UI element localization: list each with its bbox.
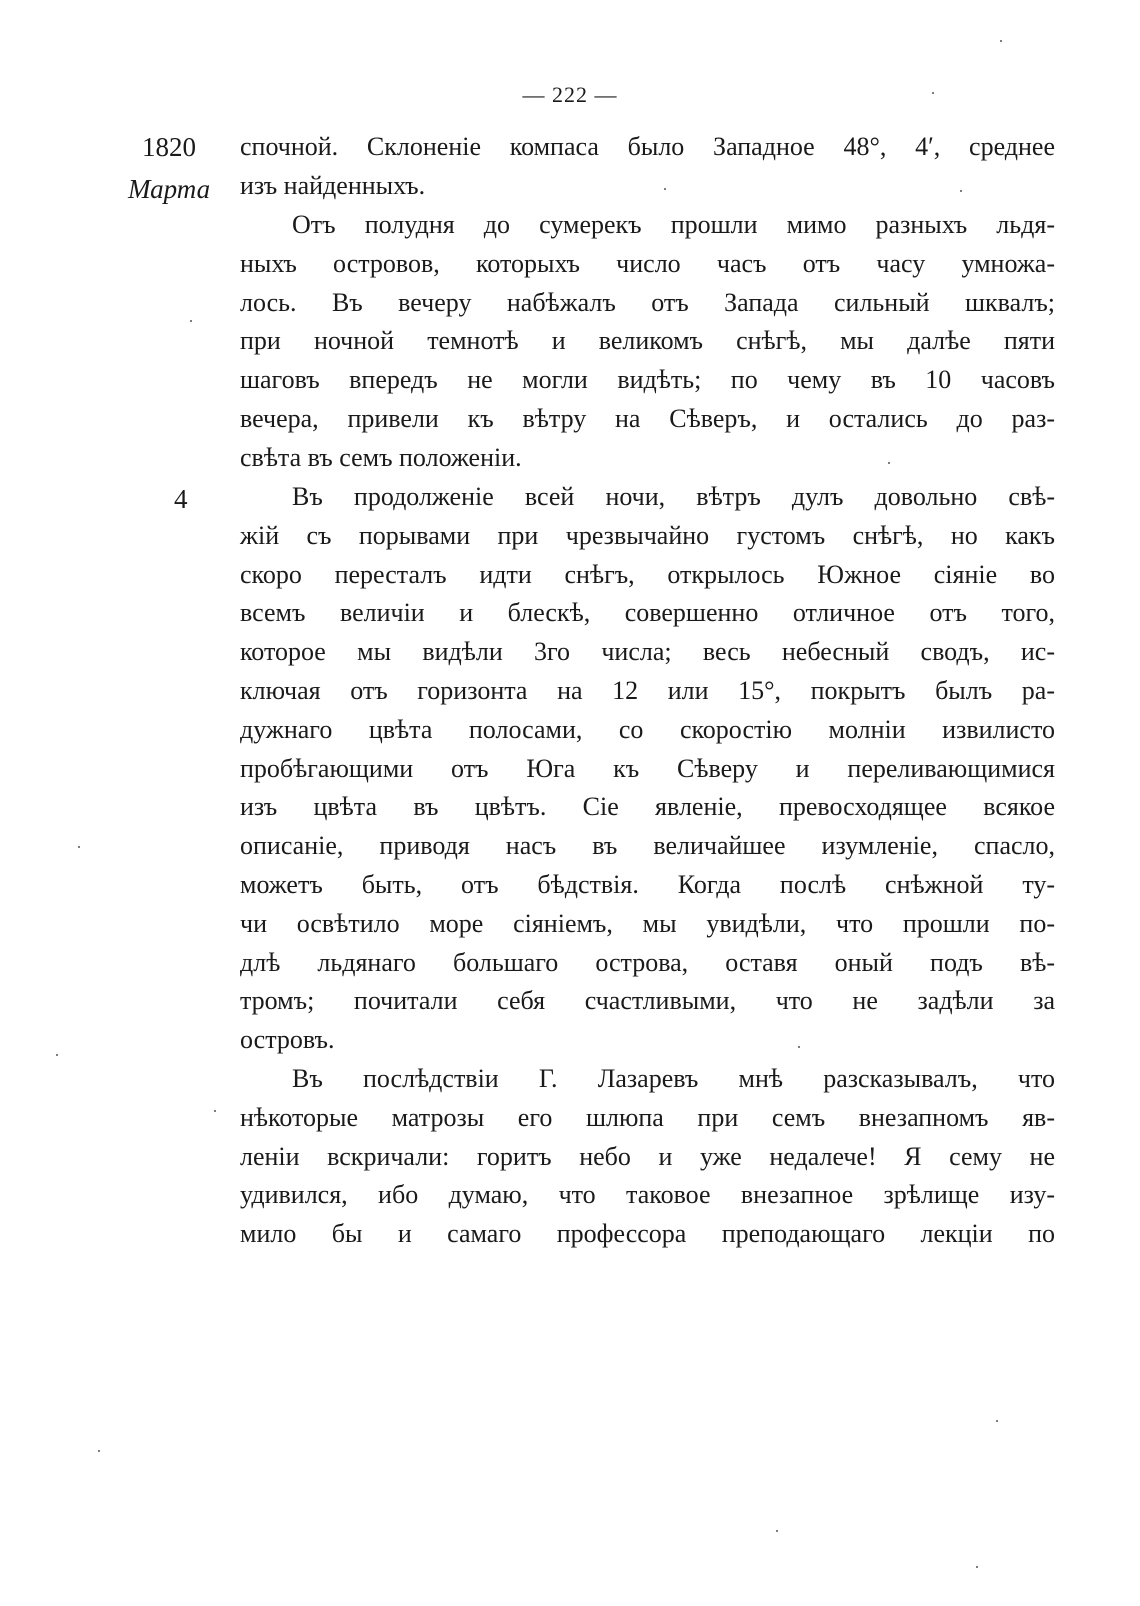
text-line: ныхъ островов, которыхъ число часъ отъ часу умножа- (240, 248, 1055, 278)
text-line: вечера, привели къ вѣтру на Сѣверъ, и остались до раз- (240, 403, 1055, 433)
scan-speck (190, 320, 192, 322)
scan-speck (888, 462, 890, 464)
text-line: лось. Въ вечеру набѣжалъ отъ Запада сильный шквалъ; (240, 287, 1055, 317)
scan-speck (798, 1046, 800, 1048)
text-line: удивился, ибо думаю, что таковое внезапное зрѣлище изу- (240, 1180, 1055, 1210)
text-line: Въ продолженіе всей ночи, вѣтръ дулъ довольно свѣ- (292, 482, 1055, 511)
text-line: ключая отъ горизонта на 12 или 15°, покрытъ былъ ра- (240, 675, 1055, 705)
paragraph-evening (240, 206, 1055, 478)
text-line: скоро пересталъ идти снѣгъ, открылось Южное сіяніе во (240, 559, 1055, 589)
scan-speck (214, 1110, 216, 1112)
margin-day: 4 (174, 484, 188, 514)
text-line: при ночной темнотѣ и великомъ снѣгѣ, мы далѣе пяти (240, 326, 1055, 356)
text-line: изъ найденныхъ. (240, 170, 426, 200)
scan-speck (976, 1566, 978, 1568)
page-number: — 222 — (522, 82, 618, 107)
scan-speck (664, 188, 666, 190)
paragraph-aurora (240, 478, 1055, 1060)
text-line: спочной. Склоненіе компаса было Западное 48°, 4′, среднее (240, 132, 1055, 161)
text-line: изъ цвѣта въ цвѣтъ. Сіе явленіе, превосходящее всякое (240, 792, 1055, 822)
paragraph-compass (240, 128, 1055, 206)
text-line: которое мы видѣли 3го числа; весь небесный сводъ, ис- (240, 637, 1055, 667)
scan-speck (776, 1530, 778, 1532)
text-line: островъ. (240, 1025, 335, 1055)
text-line: леніи вскричали: горитъ небо и уже недалече! Я сему не (240, 1141, 1055, 1171)
text-line: мило бы и самаго профессора преподающаго лекціи по (240, 1219, 1055, 1249)
margin-year: 1820 (142, 132, 196, 162)
text-line: шаговъ впередъ не могли видѣть; по чему въ 10 часовъ (240, 365, 1055, 395)
scan-speck (98, 1450, 100, 1452)
text-line: Отъ полудня до сумерекъ прошли мимо разныхъ льдя- (292, 210, 1055, 239)
scan-speck (78, 846, 80, 848)
text-line: Въ послѣдствіи Г. Лазаревъ мнѣ разсказывалъ, что (292, 1064, 1055, 1093)
text-line: нѣкоторые матрозы его шлюпа при семъ внезапномъ яв- (240, 1102, 1055, 1132)
scan-speck (1000, 40, 1002, 42)
margin-month: Марта (128, 174, 211, 204)
text-line: всемъ величіи и блескѣ, совершенно отличное отъ того, (240, 598, 1055, 628)
paragraph-lazarev (240, 1060, 1055, 1254)
text-line: описаніе, приводя насъ въ величайшее изумленіе, спасло, (240, 831, 1055, 861)
scan-speck (56, 1054, 58, 1056)
text-line: жій съ порывами при чрезвычайно густомъ снѣгѣ, но какъ (240, 520, 1055, 550)
scan-speck (960, 190, 962, 192)
text-line: чи освѣтило море сіяніемъ, мы увидѣли, что прошли по- (240, 908, 1055, 938)
text-line: свѣта въ семъ положеніи. (240, 442, 522, 472)
text-line: можетъ быть, отъ бѣдствія. Когда послѣ снѣжной ту- (240, 869, 1055, 899)
text-line: длѣ льдянаго большаго острова, оставя оный подъ вѣ- (240, 947, 1055, 977)
text-line: тромъ; почитали себя счастливыми, что не задѣли за (240, 986, 1055, 1016)
scan-speck (932, 92, 934, 94)
text-line: дужнаго цвѣта полосами, со скоростію молніи извилисто (240, 714, 1055, 744)
text-line: пробѣгающими отъ Юга къ Сѣверу и переливающимися (240, 753, 1055, 783)
scan-speck (996, 1420, 998, 1422)
